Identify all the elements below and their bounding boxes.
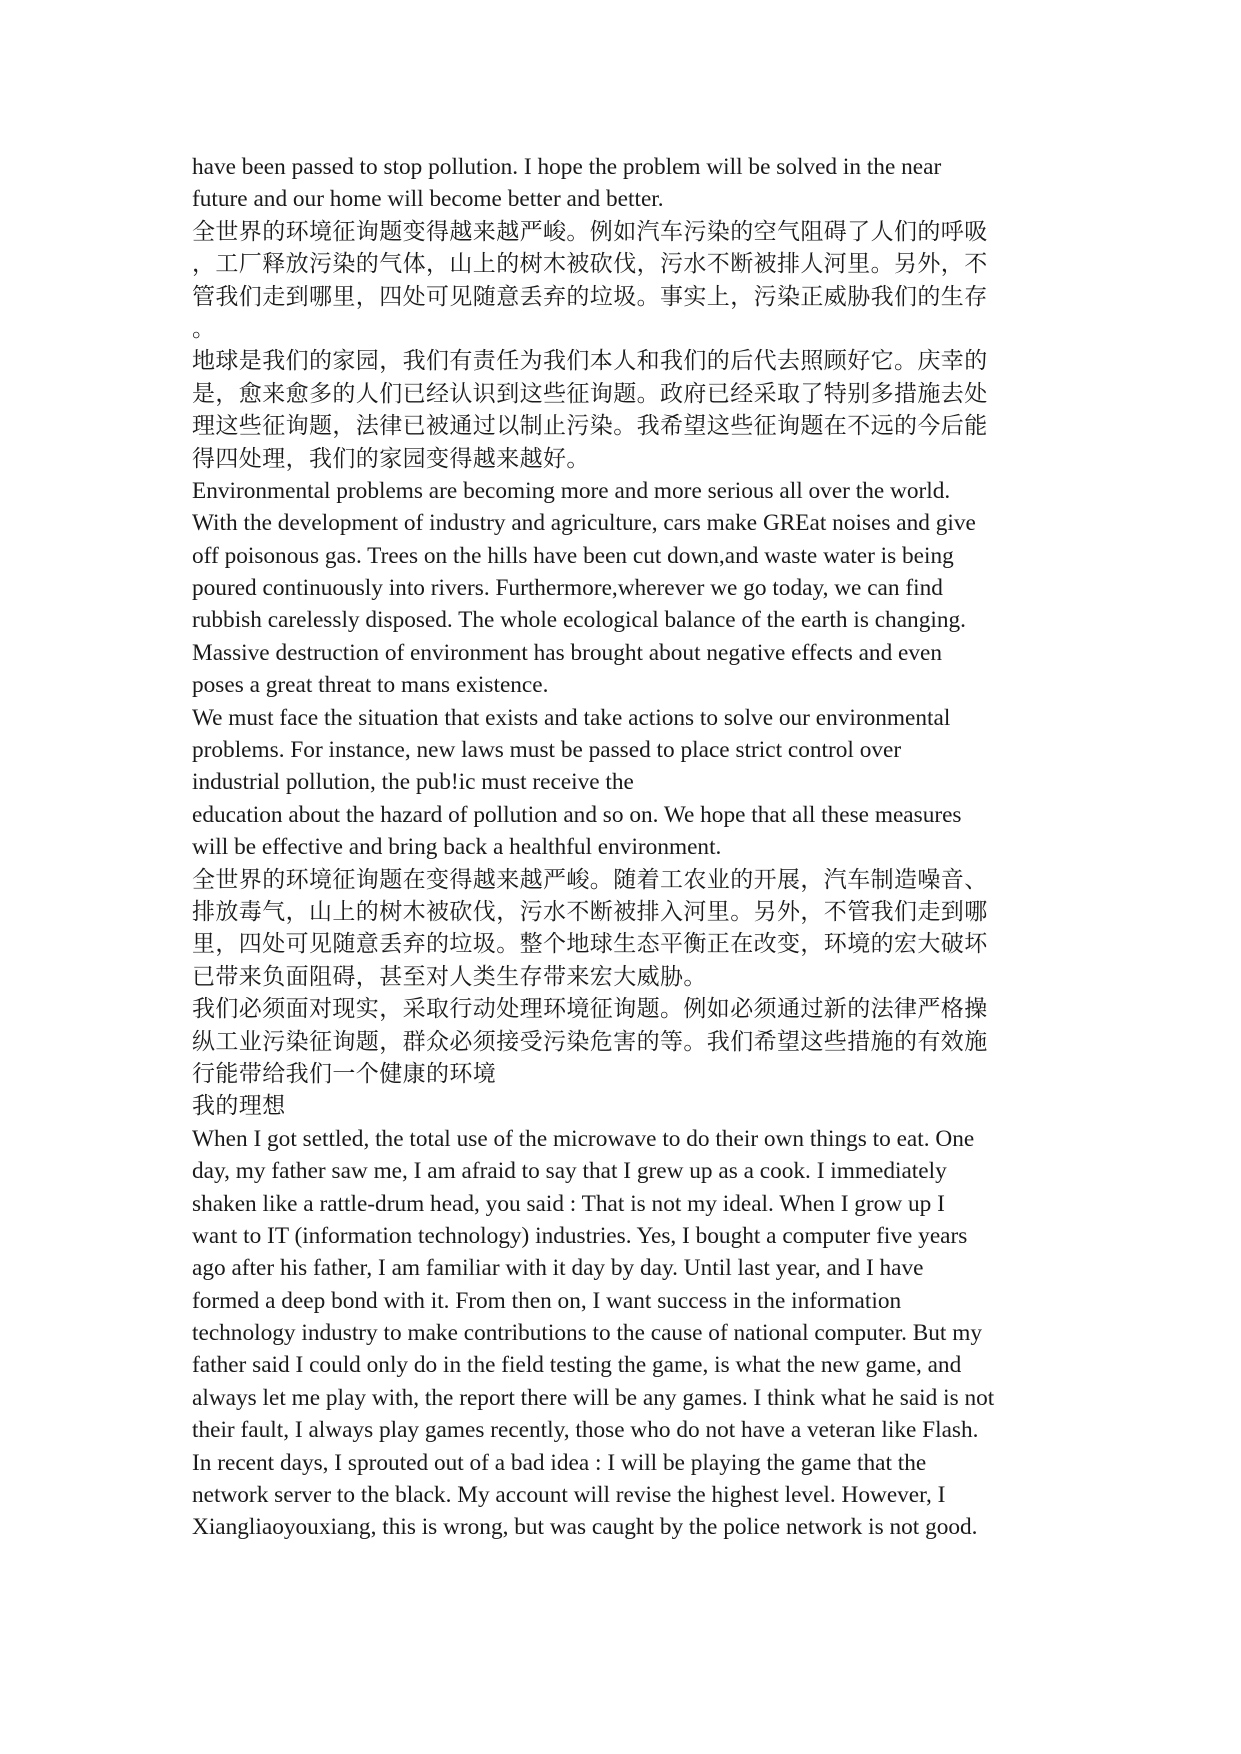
text-line: 排放毒气，山上的树木被砍伐，污水不断被排入河里。另外，不管我们走到哪 [192,898,988,925]
text-line: 管我们走到哪里，四处可见随意丢弃的垃圾。事实上，污染正威胁我们的生存 [192,283,988,310]
text-line: will be effective and bring back a healthful environment. [192,834,722,861]
text-line: education about the hazard of pollution and so on. We hope that all these measures [192,801,962,828]
text-line: industrial pollution, the pub!ic must receive the [192,769,634,796]
text-line: Massive destruction of environment has brought about negative effects and even [192,639,943,666]
text-line: off poisonous gas. Trees on the hills have been cut down,and waste water is being [192,542,954,569]
text-line: 行能带给我们一个健康的环境 [192,1060,497,1087]
text-line: When I got settled, the total use of the microwave to do their own things to eat. One [192,1125,975,1152]
text-line: 全世界的环境征询题在变得越来越严峻。随着工农业的开展，汽车制造噪音、 [192,866,988,893]
text-line: In recent days, I sprouted out of a bad idea : I will be playing the game that the [192,1449,927,1476]
text-line: ，工厂释放污染的气体，山上的树木被砍伐，污水不断被排人河里。另外，不 [192,251,988,278]
text-line: want to IT (information technology) industries. Yes, I bought a computer five years [192,1222,968,1249]
text-line: their fault, I always play games recently, those who do not have a veteran like Flash. [192,1417,979,1444]
text-line: Xiangliaoyouxiang, this is wrong, but was caught by the police network is not good. [192,1514,978,1541]
text-line: 我们必须面对现实，采取行动处理环境征询题。例如必须通过新的法律严格操 [192,996,988,1023]
text-line: problems. For instance, new laws must be passed to place strict control over [192,737,902,764]
text-line: always let me play with, the report there will be any games. I think what he said is not [192,1384,995,1411]
text-line: 理这些征询题，法律已被通过以制止污染。我希望这些征询题在不远的今后能 [192,413,988,440]
text-line: Environmental problems are becoming more and more serious all over the world. [192,477,951,504]
text-line: 纵工业污染征询题，群众必须接受污染危害的等。我们希望这些措施的有效施 [192,1028,988,1055]
text-line: 是，愈来愈多的人们已经认识到这些征询题。政府已经采取了特别多措施去处 [192,380,988,407]
text-line: rubbish carelessly disposed. The whole ecological balance of the earth is changing. [192,607,966,634]
text-line: poses a great threat to mans existence. [192,672,549,699]
text-line: ago after his father, I am familiar with it day by day. Until last year, and I have [192,1255,924,1282]
document-body [192,151,1072,1544]
text-line: 里，四处可见随意丢弃的垃圾。整个地球生态平衡正在改变，环境的宏大破坏 [192,931,988,958]
text-line: have been passed to stop pollution. I hope the problem will be solved in the near [192,154,942,180]
text-line: 我的理想 [192,1093,286,1120]
text-line: day, my father saw me, I am afraid to say that I grew up as a cook. I immediately [192,1158,947,1185]
text-line: We must face the situation that exists and take actions to solve our environmental [192,704,951,731]
text-line: formed a deep bond with it. From then on, I want success in the information [192,1287,902,1314]
text-line: poured continuously into rivers. Furthermore,wherever we go today, we can find [192,575,943,602]
text-line: 得四处理，我们的家园变得越来越好。 [192,445,590,472]
text-line: technology industry to make contributions to the cause of national computer. But my [192,1320,983,1347]
text-line: future and our home will become better and better. [192,186,664,213]
text-line: father said I could only do in the field testing the game, is what the new game, and [192,1352,962,1379]
text-line: network server to the black. My account will revise the highest level. However, I [192,1482,946,1509]
text-line: With the development of industry and agriculture, cars make GREat noises and give [192,510,976,537]
text-line: 。 [192,315,216,342]
text-line: 全世界的环境征询题变得越来越严峻。例如汽车污染的空气阻碍了人们的呼吸 [192,218,988,245]
text-line: shaken like a rattle-drum head, you said : That is not my ideal. When I grow up I [192,1190,945,1217]
text-line: 地球是我们的家园，我们有责任为我们本人和我们的后代去照顾好它。庆幸的 [192,348,988,375]
text-line: 已带来负面阻碍，甚至对人类生存带来宏大威胁。 [192,963,707,990]
